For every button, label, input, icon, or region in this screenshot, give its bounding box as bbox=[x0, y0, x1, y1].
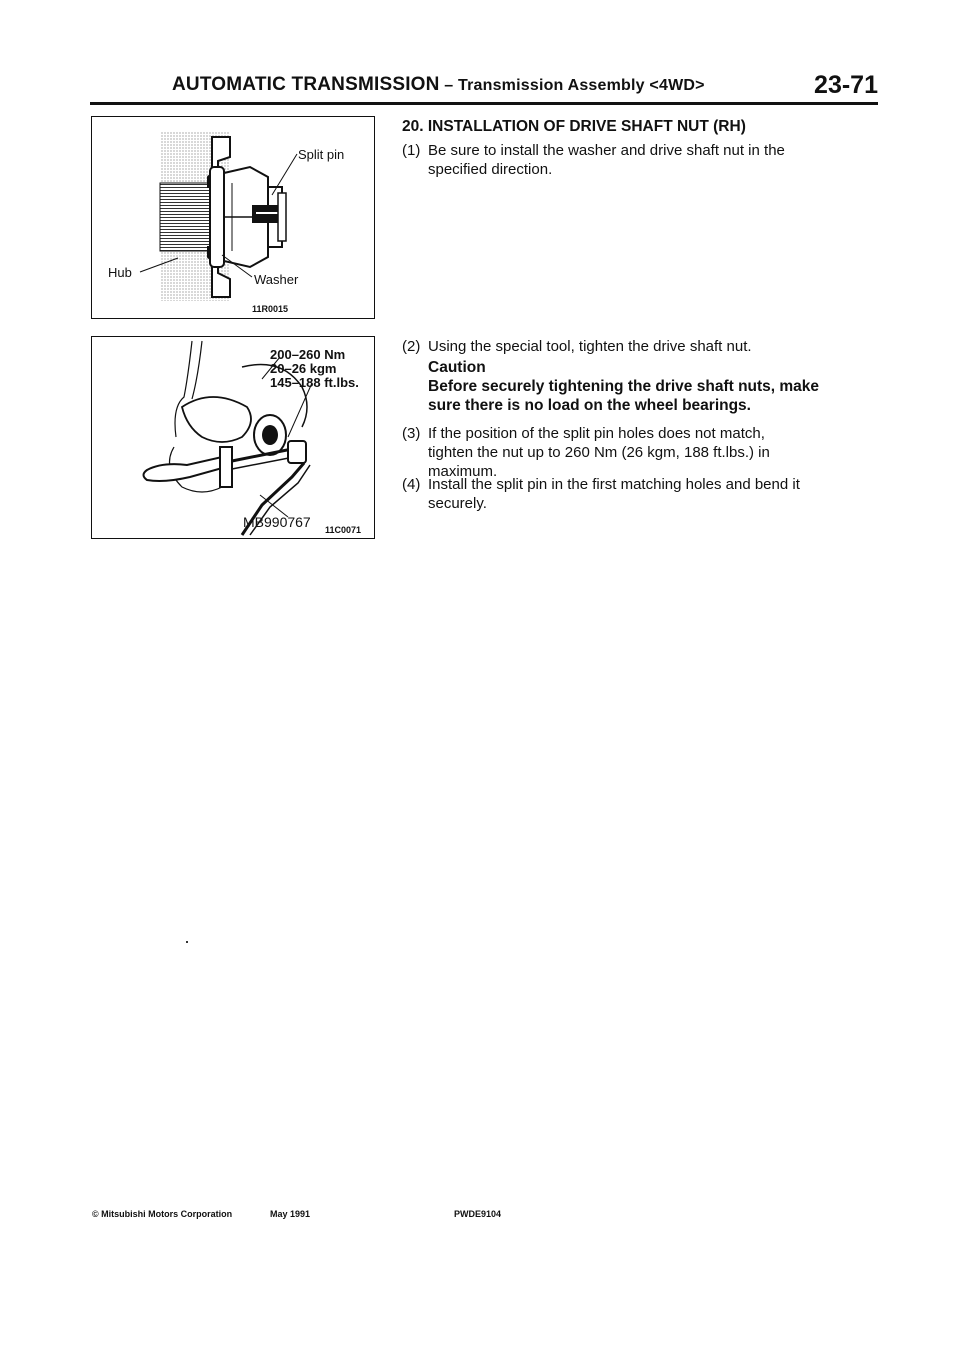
step-3-line-2: tighten the nut up to 260 Nm (26 kgm, 188 ft.lbs.) in bbox=[428, 444, 770, 461]
torque-ftlbs: 145–188 ft.lbs. bbox=[270, 375, 359, 390]
footer-date: May 1991 bbox=[270, 1209, 311, 1219]
label-split-pin: Split pin bbox=[298, 147, 345, 162]
header-rule bbox=[90, 102, 878, 105]
footer-copyright: © Mitsubishi Motors Corporation bbox=[92, 1209, 233, 1219]
caution-line-2: sure there is no load on the wheel bearings. bbox=[428, 397, 751, 414]
header-title-sub: Transmission Assembly <4WD> bbox=[457, 77, 705, 94]
section-heading: 20. INSTALLATION OF DRIVE SHAFT NUT (RH) bbox=[402, 118, 746, 135]
torque-nm: 200–260 Nm bbox=[270, 347, 346, 362]
step-4-line-1: Install the split pin in the first matching holes and bend it bbox=[428, 476, 800, 493]
stray-dot bbox=[186, 941, 188, 943]
step-4-body bbox=[428, 475, 880, 513]
page-header bbox=[172, 71, 878, 102]
step-1-number: (1) bbox=[402, 142, 421, 159]
caution-title: Caution bbox=[428, 359, 486, 376]
step-2-body bbox=[428, 337, 880, 356]
caution-block bbox=[428, 358, 880, 415]
header-title-main: AUTOMATIC TRANSMISSION bbox=[172, 74, 440, 95]
step-3-body bbox=[428, 424, 880, 481]
figure1-code: 11R0015 bbox=[252, 304, 289, 314]
header-title bbox=[172, 74, 705, 96]
figure-torque-tool bbox=[91, 336, 375, 539]
label-washer: Washer bbox=[254, 272, 299, 287]
caution-line-1: Before securely tightening the drive shaft nuts, make bbox=[428, 378, 820, 395]
tool-number: MB990767 bbox=[243, 514, 311, 530]
figure-split-pin bbox=[91, 116, 375, 319]
step-1-body bbox=[428, 141, 880, 179]
step-3-line-3: maximum. bbox=[428, 463, 498, 480]
page-number: 23-71 bbox=[814, 71, 878, 99]
footer-code: PWDE9104 bbox=[454, 1209, 502, 1219]
step-2-line-1: Using the special tool, tighten the drive shaft nut. bbox=[428, 338, 752, 355]
step-2-number: (2) bbox=[402, 338, 421, 355]
step-1-line-1: Be sure to install the washer and drive shaft nut in the bbox=[428, 142, 785, 159]
header-title-dash: – bbox=[439, 77, 458, 94]
label-hub: Hub bbox=[108, 265, 132, 280]
torque-kgm: 20–26 kgm bbox=[270, 361, 337, 376]
step-3-line-1: If the position of the split pin holes does not match, bbox=[428, 425, 765, 442]
step-1-line-2: specified direction. bbox=[428, 161, 553, 178]
step-3-number: (3) bbox=[402, 425, 421, 442]
step-4-line-2: securely. bbox=[428, 495, 487, 512]
figure2-code: 11C0071 bbox=[325, 525, 362, 535]
step-4-number: (4) bbox=[402, 476, 421, 493]
